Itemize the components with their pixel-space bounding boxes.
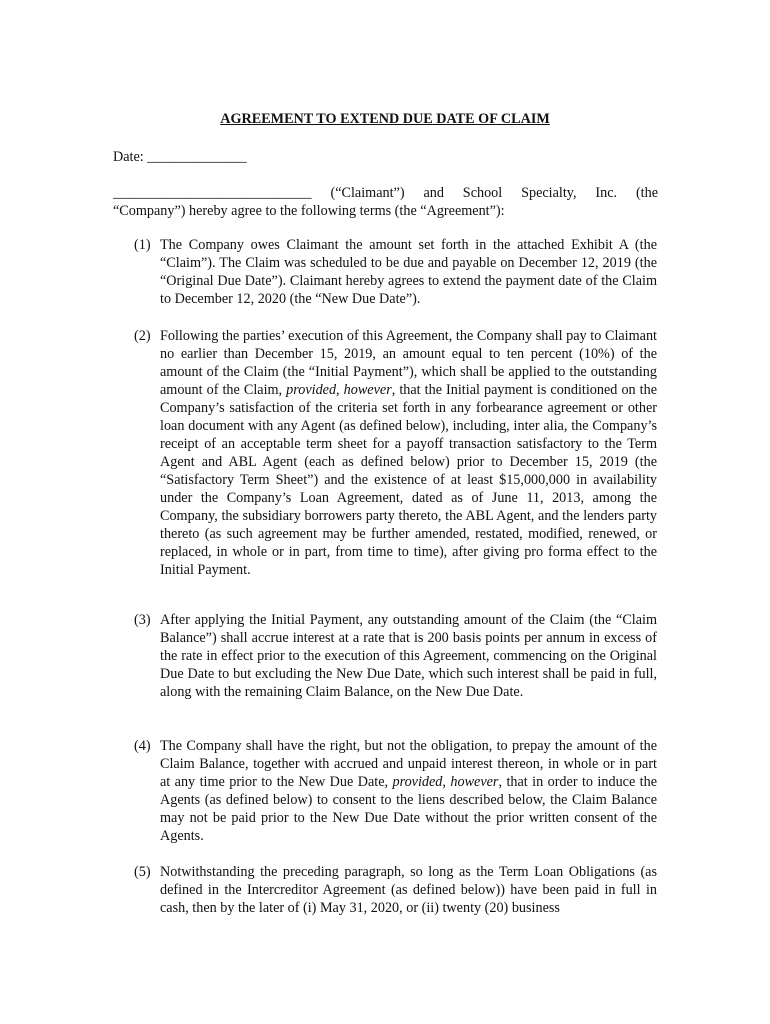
clause-italic-term: provided (392, 774, 443, 790)
clause-text-part: The Company shall have the right, but not the obligation, to prepay the amount of the Claim Balance, together with accrued and unpaid interest thereon, in whole or in part at any time prior to the New Due Date, (160, 738, 657, 790)
clause-text (160, 327, 657, 579)
date-line: Date: ______________ (113, 149, 247, 165)
clause-text: The Company owes Claimant the amount set forth in the attached Exhibit A (the “Claim”). The Claim was scheduled to be due and payable on December 12, 2019 (the “Original Due Date”). Claimant hereby agrees to extend the payment date of the Claim to December 12, 2020 (the “New Due Date”). (160, 237, 657, 307)
clause-italic-term: however (450, 774, 499, 790)
clause-text-part: , (442, 774, 451, 790)
intro-line-2: “Company”) hereby agree to the following terms (the “Agreement”): (113, 203, 505, 219)
clause-italic-term: provided, however (286, 382, 392, 398)
clause-number: (2) (134, 328, 151, 344)
clause-text-part: Following the parties’ execution of this Agreement, the Company shall pay to Claimant no earlier than December 15, 2019, an amount equal to ten percent (10%) of the amount of the Claim (the “Initial Payment”), which shall be applied to the outstanding amount of the Claim, (160, 328, 657, 398)
document-title: AGREEMENT TO EXTEND DUE DATE OF CLAIM (220, 111, 550, 127)
clause-number: (1) (134, 237, 151, 253)
clause-number: (3) (134, 612, 151, 628)
clause-5 (134, 863, 657, 917)
clause-number: (4) (134, 738, 151, 754)
clause-text-part: , that in order to induce the Agents (as defined below) to consent to the liens described below, the Claim Balance may not be paid prior to the New Due Date without the prior written consent of the Agents. (160, 774, 658, 844)
clause-number: (5) (134, 864, 151, 880)
clause-text (160, 737, 657, 845)
clause-1 (134, 236, 657, 308)
clause-2 (134, 327, 657, 579)
clause-text: After applying the Initial Payment, any outstanding amount of the Claim (the “Claim Balance”) shall accrue interest at a rate that is 200 basis points per annum in excess of the rate in effect prior to the execution of this Agreement, commencing on the Original Due Date to but excluding the New Due Date, which such interest shall be paid in full, along with the remaining Claim Balance, on the New Due Date. (160, 612, 657, 700)
intro-paragraph (113, 184, 658, 220)
clause-text-part: , that the Initial payment is conditioned on the Company’s satisfaction of the criteria set forth in any forbearance agreement or other loan document with any Agent (as defined below), including, inter alia, the Company’s receipt of an acceptable term sheet for a payoff transaction satisfactory to the Term Agent and ABL Agent (each as defined below) prior to December 15, 2019 (the “Satisfactory Term Sheet”) and the existence of at least $15,000,000 in availability under the Company’s Loan Agreement, dated as of June 11, 2013, among the Company, the subsidiary borrowers party thereto, the ABL Agent, and the lenders party thereto (as such agreement may be further amended, restated, modified, renewed, or replaced, in whole or in part, from time to time), after giving pro forma effect to the Initial Payment. (160, 382, 658, 578)
intro-line-1: ____________________________ (“Claimant”) and School Specialty, Inc. (the (113, 185, 658, 201)
clause-text: Notwithstanding the preceding paragraph, so long as the Term Loan Obligations (as defined in the Intercreditor Agreement (as defined below)) have been paid in full in cash, then by the later of (i) May 31, 2020, or (ii) twenty (20) business (160, 864, 657, 916)
clause-4 (134, 737, 657, 845)
clause-3 (134, 611, 657, 701)
